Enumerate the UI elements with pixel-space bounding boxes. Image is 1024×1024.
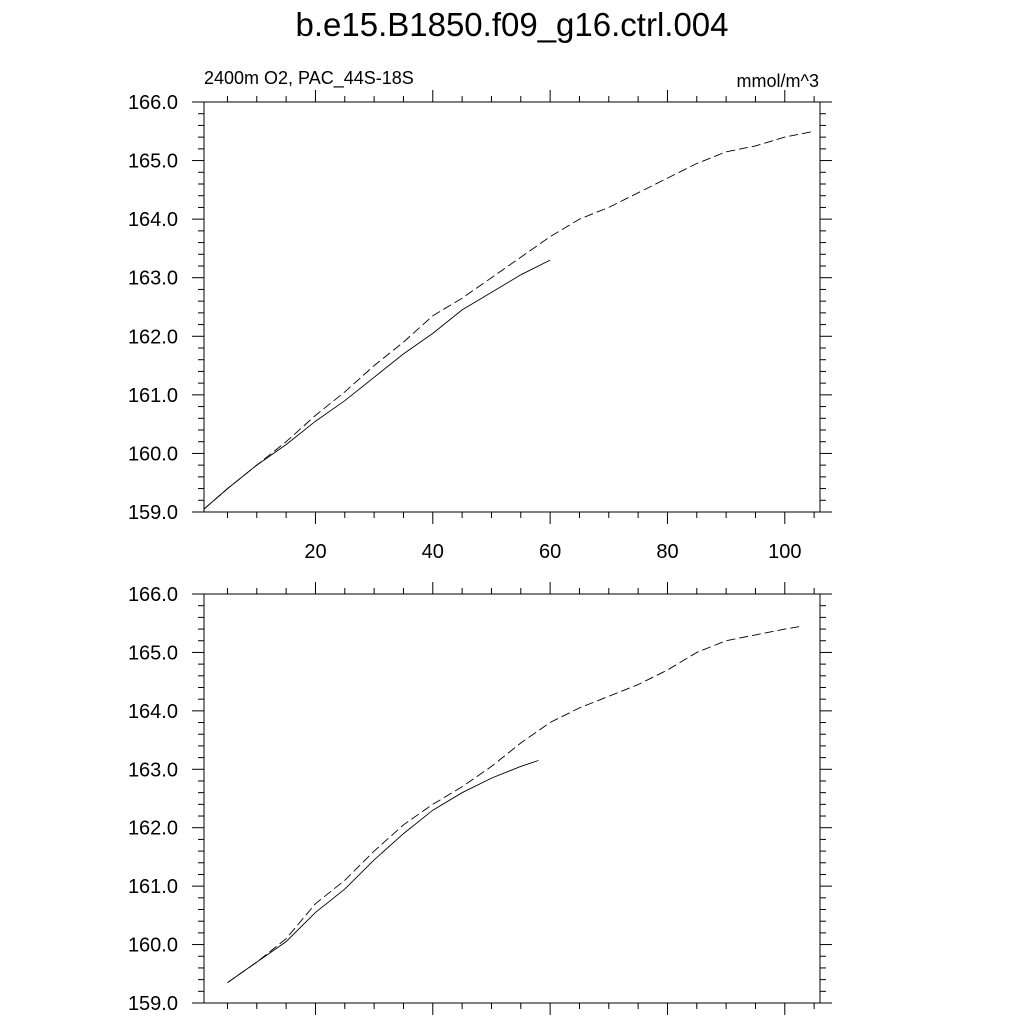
y-tick-label: 166.0 (127, 92, 178, 114)
dashed-series-line (204, 131, 814, 509)
y-tick-label: 163.0 (127, 759, 178, 782)
y-tick-label: 165.0 (127, 642, 178, 665)
solid-series-line (204, 260, 550, 509)
units-label: mmol/m^3 (736, 71, 819, 91)
x-tick-label: 60 (539, 541, 562, 563)
top-panel (128, 68, 832, 563)
y-tick-label: 164.0 (127, 209, 178, 232)
y-tick-label: 159.0 (127, 993, 178, 1015)
y-tick-label: 162.0 (127, 817, 178, 840)
y-tick-label: 166.0 (127, 584, 178, 606)
y-tick-label: 161.0 (127, 384, 178, 407)
dashed-series-line (228, 626, 803, 983)
x-tick-label: 100 (768, 541, 802, 563)
plot-frame (204, 102, 820, 512)
y-tick-label: 160.0 (127, 934, 178, 957)
subtitle-left: 2400m O2, PAC_44S-18S (204, 68, 414, 88)
y-tick-label: 164.0 (127, 700, 178, 723)
x-tick-label: 80 (656, 541, 679, 563)
plot-frame (204, 594, 820, 1003)
y-tick-label: 165.0 (127, 150, 178, 173)
x-tick-label: 40 (421, 541, 444, 563)
chart-title: b.e15.B1850.f09_g16.ctrl.004 (295, 6, 729, 43)
solid-series-line (228, 761, 539, 983)
x-tick-label: 20 (304, 541, 327, 563)
y-tick-label: 163.0 (127, 267, 178, 290)
y-tick-label: 161.0 (127, 876, 178, 899)
y-tick-label: 162.0 (127, 326, 178, 349)
y-tick-label: 160.0 (127, 443, 178, 466)
bottom-panel (128, 582, 832, 1015)
y-tick-label: 159.0 (127, 502, 178, 524)
